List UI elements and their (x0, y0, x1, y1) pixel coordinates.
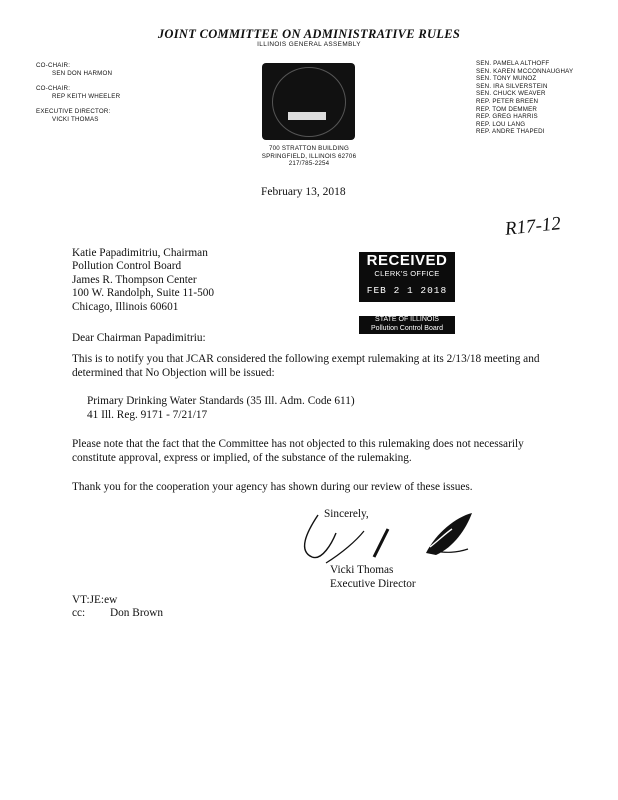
letterhead-subtitle: ILLINOIS GENERAL ASSEMBLY (257, 41, 361, 48)
member-name: REP. PETER BREEN (476, 97, 539, 105)
rulemaking-citation: 41 Ill. Reg. 9171 - 7/21/17 (87, 408, 208, 421)
stamp-received-text: RECEIVED (366, 252, 448, 269)
signatory-block (330, 563, 416, 591)
cc-recipient: Don Brown (110, 607, 164, 619)
officer-label: CO-CHAIR: (36, 85, 71, 92)
stamp-board-text: Pollution Control Board (371, 324, 443, 332)
recipient-line: Pollution Control Board (72, 260, 182, 273)
handwritten-docket-number: R17-12 (504, 213, 562, 240)
stamp-office-text: CLERK'S OFFICE (374, 269, 440, 278)
seal-plate (288, 112, 326, 120)
address-line: SPRINGFIELD, ILLINOIS 62706 (261, 152, 357, 160)
cc-label: cc: (72, 607, 86, 619)
body-paragraph: Please note that the fact that the Committee has not objected to this rulemaking does not necessarily constitute approval, express or implied, of the substance of the rulemaking. (72, 438, 524, 464)
officer-name: SEN DON HARMON (52, 70, 113, 77)
committee-address (0, 145, 618, 168)
stamp-state-text: STATE OF ILLINOIS (375, 316, 439, 323)
member-name: REP. LOU LANG (476, 120, 526, 128)
stamp-agency-block (359, 316, 455, 334)
signatory-title: Executive Director (330, 578, 416, 590)
signatory-name: Vicki Thomas (330, 564, 394, 576)
officer-name: VICKI THOMAS (52, 116, 99, 123)
salutation: Dear Chairman Papadimitriu: (72, 332, 206, 344)
member-name: SEN. KAREN MCCONNAUGHAY (476, 67, 574, 75)
officer-label: CO-CHAIR: (36, 62, 71, 69)
closing: Sincerely, (324, 508, 369, 520)
letter-date: February 13, 2018 (261, 186, 346, 198)
recipient-line: James R. Thompson Center (72, 273, 197, 286)
member-name: REP. GREG HARRIS (476, 113, 538, 121)
member-name: SEN. CHUCK WEAVER (476, 90, 546, 98)
body-paragraph: Thank you for the cooperation your agency has shown during our review of these issues. (72, 481, 473, 493)
member-name: SEN. TONY MUNOZ (476, 75, 537, 83)
member-name: REP. TOM DEMMER (476, 105, 538, 113)
rulemaking-title: Primary Drinking Water Standards (35 Ill. Adm. Code 611) (87, 395, 355, 407)
members-list (476, 60, 573, 136)
recipient-line: Chicago, Illinois 60601 (72, 300, 179, 313)
officer-label: EXECUTIVE DIRECTOR: (36, 108, 111, 115)
letterhead-title: JOINT COMMITTEE ON ADMINISTRATIVE RULES (157, 27, 461, 41)
address-line: 700 STRATTON BUILDING (269, 145, 349, 152)
seal-ring (272, 67, 346, 137)
recipient-line: 100 W. Randolph, Suite 11-500 (72, 287, 215, 300)
member-name: SEN. PAMELA ALTHOFF (476, 60, 550, 67)
member-name: REP. ANDRE THAPEDI (476, 128, 545, 136)
recipient-address (72, 247, 214, 314)
recipient-line: Katie Papadimitriu, Chairman (72, 247, 208, 259)
body-paragraph: This is to notify you that JCAR considered the following exempt rulemaking at its 2/13/18 meeting and determined that No Objection will be issued: (72, 353, 540, 379)
reference-initials: VT:JE:ew (72, 594, 118, 606)
member-name: SEN. IRA SILVERSTEIN (476, 82, 548, 90)
officers-list (36, 62, 120, 131)
cc-line (72, 606, 164, 620)
address-phone: 217/785-2254 (288, 160, 330, 168)
received-stamp (359, 252, 455, 302)
state-seal-image (262, 63, 355, 140)
stamp-date-text: FEB 2 1 2018 (366, 285, 448, 296)
rulemaking-item (87, 395, 355, 422)
officer-name: REP KEITH WHEELER (52, 93, 121, 100)
